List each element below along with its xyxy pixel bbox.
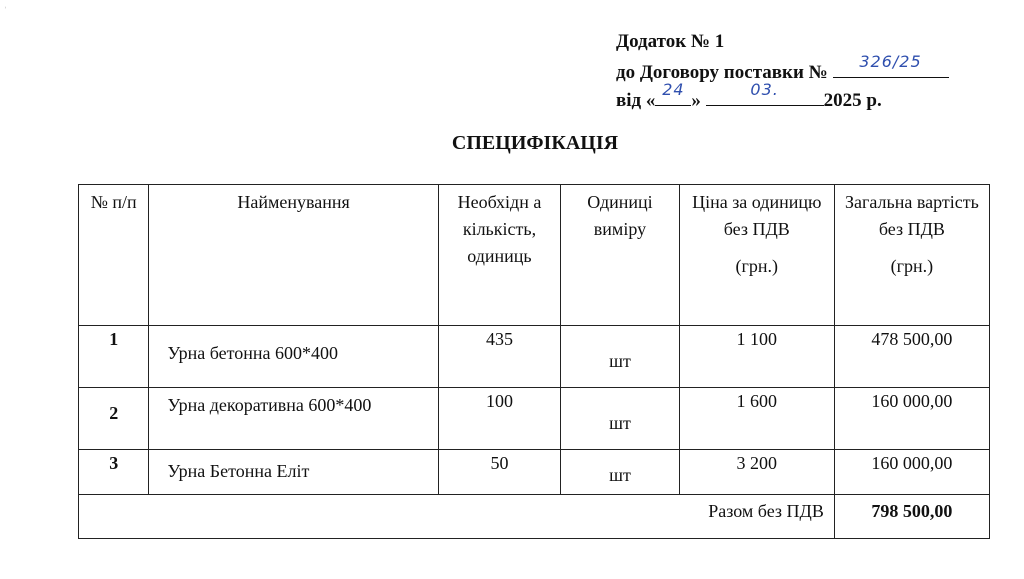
row-price: 3 200 [679, 450, 834, 495]
total-label: Разом без ПДВ [79, 495, 835, 539]
date-prefix: від « [616, 90, 656, 111]
document-title [0, 132, 1024, 155]
day-field [655, 80, 691, 106]
row-price: 1 600 [679, 388, 834, 450]
month-handwritten: 03. [750, 80, 779, 99]
row-unit: шт [561, 326, 679, 388]
title-text: СПЕЦИФІКАЦІЯ [451, 132, 619, 154]
row-qty: 435 [438, 326, 561, 388]
scan-mark: ˒ [4, 2, 7, 11]
date-quote-close: » [691, 90, 701, 111]
header-total-unit: (грн.) [890, 256, 934, 276]
specification-table [78, 184, 990, 539]
row-total: 160 000,00 [834, 388, 989, 450]
row-total: 478 500,00 [834, 326, 989, 388]
header-name: Найменування [149, 185, 438, 326]
row-name: Урна бетонна 600*400 [149, 326, 438, 388]
row-qty: 50 [438, 450, 561, 495]
total-row [79, 495, 990, 539]
row-num: 2 [79, 388, 149, 450]
total-value: 798 500,00 [834, 495, 989, 539]
row-num: 3 [79, 450, 149, 495]
row-num: 1 [79, 326, 149, 388]
year-text: 2025 р. [823, 90, 882, 111]
header-total-text: Загальна вартість без ПДВ [845, 192, 979, 239]
table-row [79, 326, 990, 388]
header-qty: Необхідн а кількість, одиниць [438, 185, 561, 326]
date-line [616, 80, 1016, 112]
contract-label: до Договору поставки № [616, 62, 828, 83]
row-unit: шт [561, 450, 679, 495]
annex-title: Додаток № 1 [616, 31, 725, 52]
table-header-row [79, 185, 990, 326]
header-price [679, 185, 834, 326]
header-num: № п/п [79, 185, 149, 326]
row-qty: 100 [438, 388, 561, 450]
table-row [79, 388, 990, 450]
header-price-text: Ціна за одиницю без ПДВ [692, 192, 822, 239]
table-row [79, 450, 990, 495]
day-handwritten: 24 [662, 80, 685, 99]
month-field [706, 80, 824, 106]
header-price-unit: (грн.) [735, 256, 779, 276]
contract-number-handwritten: 326/25 [859, 52, 922, 71]
row-unit: шт [561, 388, 679, 450]
row-price: 1 100 [679, 326, 834, 388]
header-unit: Одиниці виміру [561, 185, 679, 326]
row-name: Урна декоративна 600*400 [149, 388, 438, 450]
row-total: 160 000,00 [834, 450, 989, 495]
row-name: Урна Бетонна Еліт [149, 450, 438, 495]
contract-number-field [833, 52, 949, 78]
header-total [834, 185, 989, 326]
annex-header [616, 28, 1016, 112]
